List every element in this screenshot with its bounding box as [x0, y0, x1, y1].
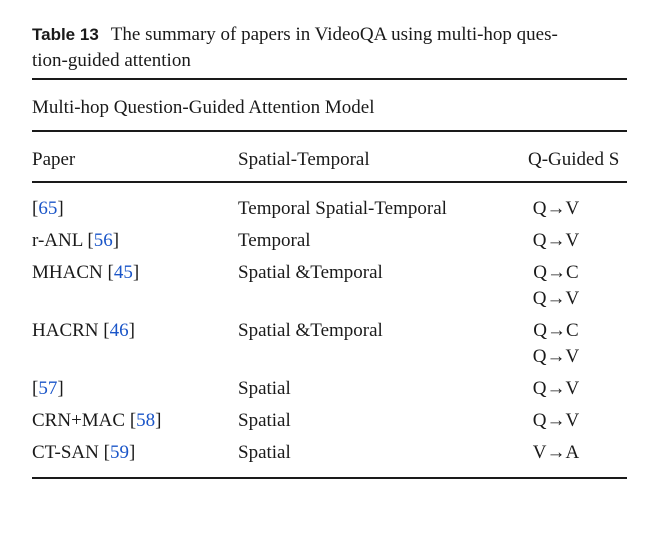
citation-link[interactable]: 46 [109, 320, 129, 341]
citation-open-bracket: [ [87, 230, 94, 251]
table-caption [32, 22, 632, 74]
citation-open-bracket: [ [129, 410, 137, 431]
paper-name: CT-SAN [32, 442, 104, 463]
paper-name: MHACN [32, 262, 108, 283]
citation-link[interactable]: 45 [113, 262, 133, 283]
citation-close-bracket: ] [57, 198, 64, 219]
q-guided-cell [528, 318, 584, 370]
citation-close-bracket: ] [128, 320, 135, 341]
q-guided-value: Q→C [533, 262, 579, 283]
paper-cell [32, 409, 161, 433]
caption-text-line1: The summary of papers in VideoQA using multi-hop ques- [110, 24, 558, 45]
column-header-q-guided: Q-Guided S [528, 149, 620, 170]
q-guided-cell [528, 196, 584, 222]
q-guided-value: Q→V [532, 346, 580, 367]
q-guided-value: Q→V [532, 230, 580, 251]
q-guided-value: Q→C [533, 320, 579, 341]
paper-cell [32, 197, 64, 221]
column-header-spatial-temporal: Spatial-Temporal [238, 149, 370, 170]
q-guided-cell [528, 228, 584, 254]
spatial-temporal-cell: Spatial &Temporal [238, 262, 383, 283]
paper-name: r-ANL [32, 230, 88, 251]
column-header-paper: Paper [32, 149, 76, 170]
paper-cell [32, 261, 139, 285]
q-guided-value: Q→V [532, 198, 580, 219]
citation-open-bracket: [ [32, 378, 39, 399]
q-guided-cell [528, 440, 584, 466]
citation-open-bracket: [ [103, 442, 110, 463]
citation-close-bracket: ] [155, 410, 162, 431]
spatial-temporal-cell: Spatial [238, 410, 291, 431]
citation-close-bracket: ] [112, 230, 120, 251]
spatial-temporal-cell: Spatial &Temporal [238, 320, 383, 341]
q-guided-cell [528, 408, 584, 434]
paper-cell [32, 377, 64, 401]
citation-close-bracket: ] [128, 442, 136, 463]
citation-open-bracket: [ [103, 320, 110, 341]
paper-cell [32, 229, 119, 253]
table-label: Table 13 [32, 25, 99, 44]
citation-link[interactable]: 59 [109, 442, 129, 463]
header-rule [32, 181, 627, 183]
spatial-temporal-cell: Temporal Spatial-Temporal [238, 198, 447, 219]
q-guided-value: V→A [532, 442, 580, 463]
citation-link[interactable]: 57 [38, 378, 58, 399]
spatial-temporal-cell: Temporal [238, 230, 311, 251]
citation-link[interactable]: 58 [136, 410, 156, 431]
paper-cell [32, 441, 135, 465]
spatial-temporal-cell: Spatial [238, 442, 291, 463]
paper-cell [32, 319, 135, 343]
paper-name: CRN+MAC [32, 410, 130, 431]
citation-close-bracket: ] [132, 262, 140, 283]
caption-text-line2: tion-guided attention [32, 50, 191, 71]
paper-name: HACRN [32, 320, 104, 341]
q-guided-value: Q→V [532, 378, 580, 399]
citation-open-bracket: [ [107, 262, 114, 283]
group-header: Multi-hop Question-Guided Attention Model [32, 97, 375, 118]
q-guided-value: Q→V [532, 288, 580, 309]
citation-open-bracket: [ [32, 198, 39, 219]
group-rule [32, 130, 627, 132]
citation-link[interactable]: 56 [93, 230, 113, 251]
top-rule [32, 78, 627, 80]
q-guided-cell [528, 376, 584, 402]
bottom-rule [32, 477, 627, 479]
spatial-temporal-cell: Spatial [238, 378, 291, 399]
q-guided-cell [528, 260, 584, 312]
citation-close-bracket: ] [57, 378, 64, 399]
q-guided-value: Q→V [532, 410, 580, 431]
citation-link[interactable]: 65 [38, 198, 58, 219]
